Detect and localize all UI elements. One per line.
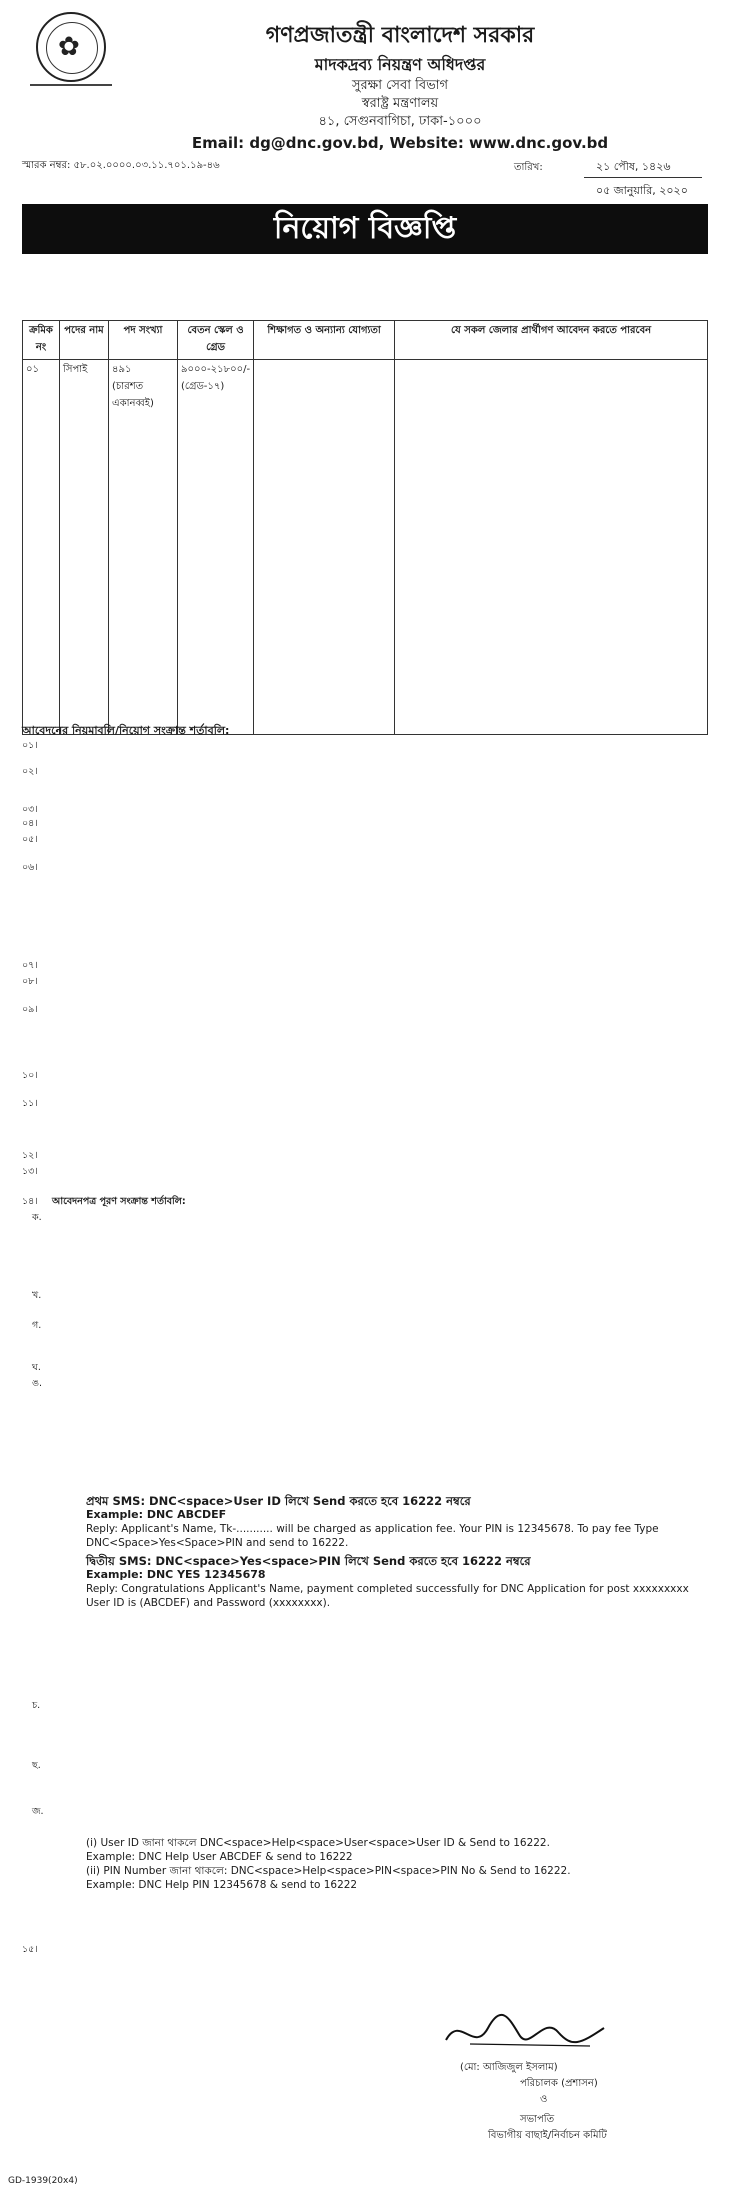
date-label: তারিখ: <box>514 162 543 173</box>
row-serial: ০১ <box>23 360 60 735</box>
vacancy-table <box>22 320 708 735</box>
term-item <box>22 766 708 802</box>
row-post-count <box>109 360 178 735</box>
col-header-count: পদ সংখ্যা <box>109 321 178 360</box>
memo-reference: স্মারক নম্বর: ৫৮.০২.০০০০.০৩.১১.৭০১.১৯-৪৬ <box>22 160 220 171</box>
help-user-id: (i) User ID জানা থাকলে DNC<space>Help<space>User<space>User ID & Send to 16222. <box>86 1837 550 1849</box>
terms-heading: আবেদনের নিয়মাবলি/নিয়োগ সংক্রান্ত শর্তাবলি: <box>22 724 230 737</box>
term-item <box>22 1150 708 1164</box>
application-item: ঘ. <box>32 1362 41 1373</box>
application-item: ছ. <box>32 1760 41 1771</box>
col-header-districts: যে সকল জেলার প্রার্থীগণ আবেদন করতে পারবেন <box>395 321 708 360</box>
term-number: ০৪। <box>22 818 38 829</box>
term-number: ০৯। <box>22 1004 38 1015</box>
signatory-name: (মো: আজিজুল ইসলাম) <box>460 2062 558 2073</box>
first-sms-example: Example: DNC ABCDEF <box>86 1508 227 1521</box>
government-title: গণপ্রজাতন্ত্রী বাংলাদেশ সরকার <box>265 23 535 48</box>
row-post-name: সিপাই <box>60 360 109 735</box>
term-number: ১১। <box>22 1098 38 1109</box>
term-item <box>22 976 708 1002</box>
second-sms-reply: Reply: Congratulations Applicant's Name, payment completed successfully for DNC Application for post xxxxxxxxx User ID is (ABCDEF) and Password (xxxxxxxx). <box>86 1583 689 1609</box>
date-divider <box>584 177 702 178</box>
gd-reference: GD-1939(20x4) <box>8 2176 78 2186</box>
term-number: ১২। <box>22 1150 38 1161</box>
row-pay-scale <box>178 360 254 735</box>
application-item: গ. <box>32 1320 42 1331</box>
signatory-role: সভাপতি <box>520 2114 555 2125</box>
term-item <box>22 1166 708 1192</box>
date-gregorian: ০৫ জানুয়ারি, ২০২০ <box>596 184 688 197</box>
term-item <box>22 818 708 832</box>
term-number: ১৪। <box>22 1196 38 1207</box>
term-number: ০৩। <box>22 804 38 815</box>
application-item: খ. <box>32 1290 42 1301</box>
second-sms-example: Example: DNC YES 12345678 <box>86 1568 266 1581</box>
term-head-text: আবেদনপত্র পূরণ সংক্রান্ত শর্তাবলি: <box>52 1196 186 1207</box>
sms-instructions <box>86 1494 696 1610</box>
term-number: ১৩। <box>22 1166 38 1177</box>
col-header-post: পদের নাম <box>60 321 109 360</box>
term-number: ১৫। <box>22 1944 38 1955</box>
pay-grade: (গ্রেড-১৭) <box>181 381 225 392</box>
notice-banner: নিয়োগ বিজ্ঞপ্তি <box>22 204 708 254</box>
date-bangla: ২১ পৌষ, ১৪২৬ <box>596 160 671 173</box>
term-item <box>22 960 708 974</box>
term-item <box>22 1070 708 1096</box>
term-number: ০৬। <box>22 862 38 873</box>
first-sms-reply: Reply: Applicant's Name, Tk-........... will be charged as application fee. Your PIN is 12345678. To pay fee Type DNC<Space>Yes<Space>PIN and send to 16222. <box>86 1523 659 1549</box>
contact-line: Email: dg@dnc.gov.bd, Website: www.dnc.gov.bd <box>191 134 609 152</box>
row-eligible-districts <box>395 360 708 735</box>
division-name: সুরক্ষা সেবা বিভাগ <box>351 78 449 93</box>
application-item: জ. <box>32 1806 44 1817</box>
help-pin: (ii) PIN Number জানা থাকলে: DNC<space>Help<space>PIN<space>PIN No & Send to 16222. <box>86 1865 571 1877</box>
term-number: ০৫। <box>22 834 38 845</box>
application-item: ঙ. <box>32 1378 42 1389</box>
handwritten-signature-icon <box>440 2010 610 2054</box>
term-number: ০৮। <box>22 976 38 987</box>
term-item <box>22 1196 708 1210</box>
term-number: ০১। <box>22 740 38 751</box>
term-number: ১০। <box>22 1070 38 1081</box>
term-item <box>22 740 708 764</box>
table-header-row <box>23 321 708 360</box>
application-item: চ. <box>32 1700 41 1711</box>
help-pin-example: Example: DNC Help PIN 12345678 & send to 16222 <box>86 1879 358 1891</box>
term-item <box>22 1944 708 1970</box>
term-number: ০৭। <box>22 960 38 971</box>
signatory-title: পরিচালক (প্রশাসন) <box>520 2078 598 2089</box>
term-item <box>22 834 708 860</box>
term-item <box>22 1004 708 1068</box>
table-row <box>23 360 708 735</box>
office-address: ৪১, সেগুনবাগিচা, ঢাকা-১০০০ <box>318 114 482 129</box>
intro-paragraph <box>22 258 708 314</box>
pay-scale-value: ৯০০০-২১৮০০/- <box>181 364 251 375</box>
help-sms-instructions <box>86 1836 696 1892</box>
ministry-name: স্বরাষ্ট্র মন্ত্রণালয় <box>361 96 439 111</box>
signatory-conjunction: ও <box>540 2094 548 2105</box>
term-item <box>22 862 708 956</box>
application-item <box>22 1228 708 1242</box>
help-user-example: Example: DNC Help User ABCDEF & send to 16222 <box>86 1851 353 1863</box>
first-sms-line: প্রথম SMS: DNC<space>User ID লিখে Send করতে হবে 16222 নম্বরে <box>86 1494 471 1508</box>
signatory-committee: বিভাগীয় বাছাই/নির্বাচন কমিটি <box>488 2130 607 2141</box>
post-count-words: (চারশত একানব্বই) <box>112 381 154 409</box>
row-qualification <box>254 360 395 735</box>
government-seal-icon: ✿ <box>36 12 106 82</box>
term-number: ০২। <box>22 766 38 777</box>
col-header-qualification: শিক্ষাগত ও অন্যান্য যোগ্যতা <box>254 321 395 360</box>
term-item <box>22 1098 708 1146</box>
department-name: মাদকদ্রব্য নিয়ন্ত্রণ অধিদপ্তর <box>314 55 486 74</box>
application-item <box>22 1244 708 1284</box>
application-item: ক. <box>32 1212 42 1223</box>
seal-caption-rule <box>30 84 112 90</box>
col-header-serial: ক্রমিক নং <box>23 321 60 360</box>
term-item <box>22 804 708 818</box>
post-count-value: ৪৯১ <box>112 364 132 375</box>
second-sms-line: দ্বিতীয় SMS: DNC<space>Yes<space>PIN লিখে Send করতে হবে 16222 নম্বরে <box>86 1554 531 1568</box>
col-header-scale: বেতন স্কেল ও গ্রেড <box>178 321 254 360</box>
